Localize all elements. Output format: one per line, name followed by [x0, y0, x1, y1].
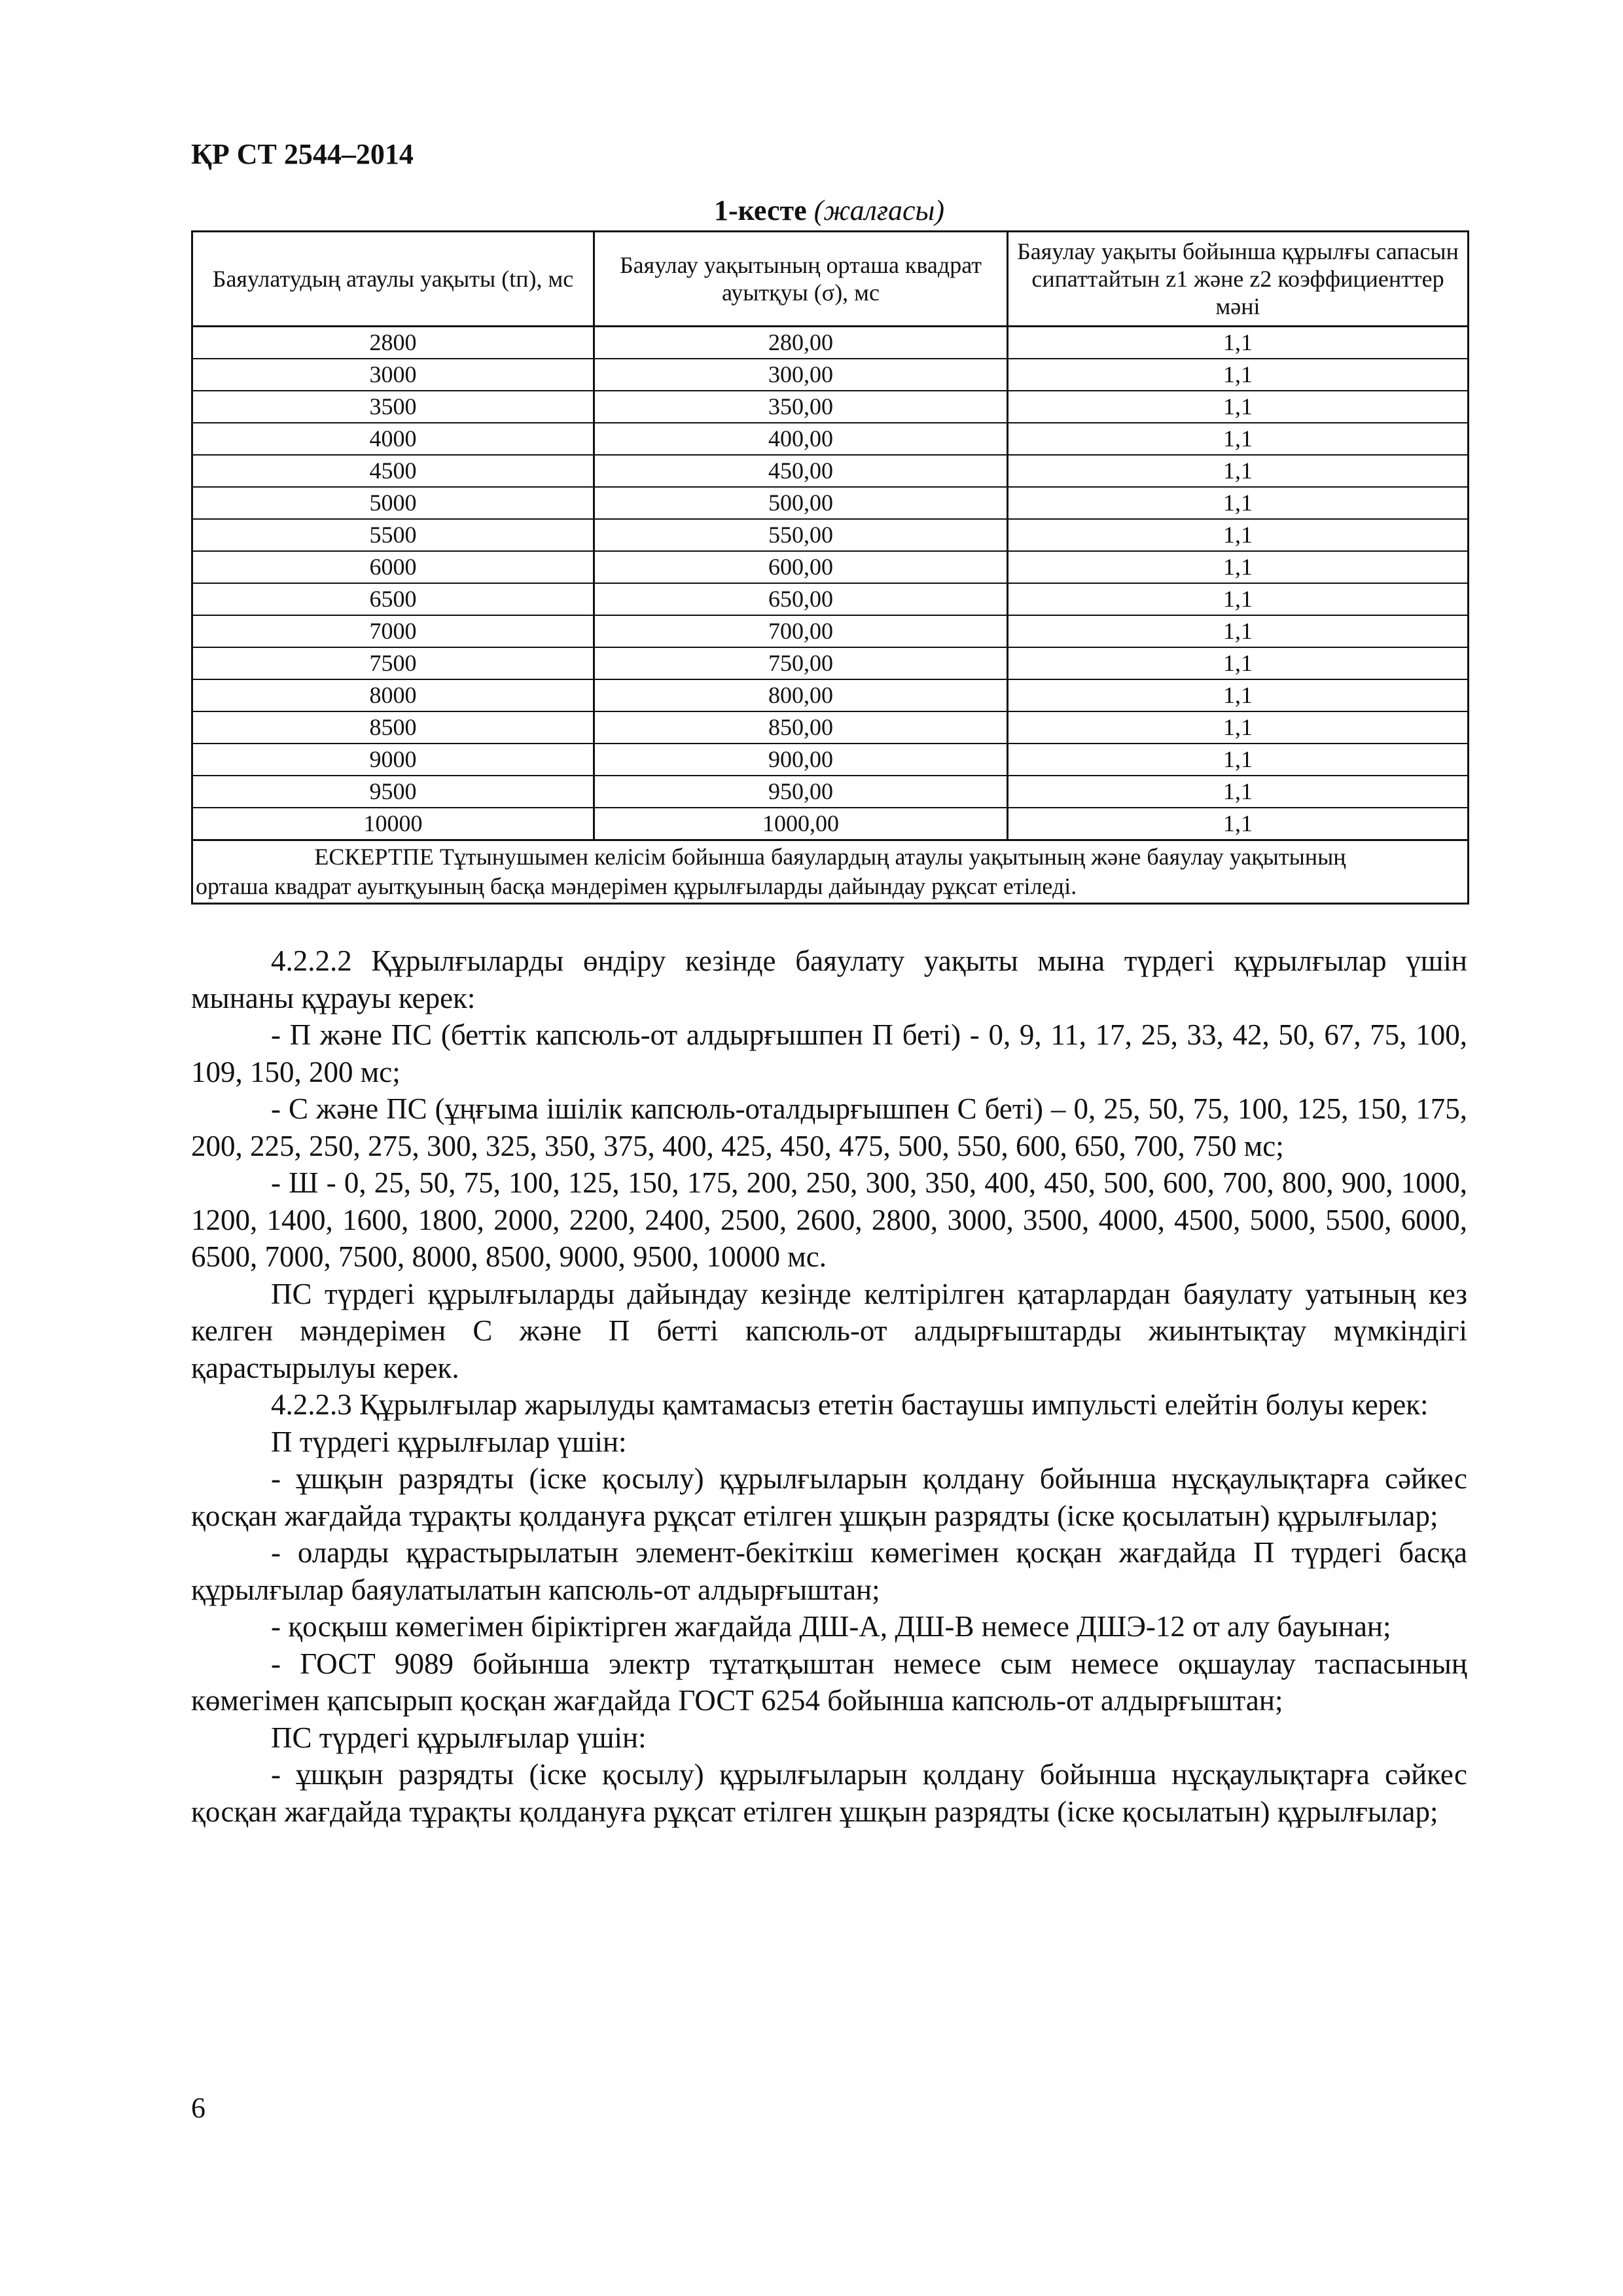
table-cell: 7000 — [192, 615, 594, 647]
column-header-nominal-delay — [192, 232, 594, 327]
table-row — [192, 647, 1469, 679]
column-header-std-deviation — [594, 232, 1008, 327]
table-cell: 3000 — [192, 359, 594, 391]
table-caption — [191, 194, 1467, 227]
table-cell: 9000 — [192, 744, 594, 776]
table-cell: 1,1 — [1008, 423, 1469, 455]
table-cell: 280,00 — [594, 327, 1008, 359]
table-note-line-1: ЕСКЕРТПЕ Тұтынушымен келісім бойынша баяулардың атаулы уақытының және баяулау уақытының — [314, 844, 1346, 870]
paragraph: - қосқыш көмегімен біріктірген жағдайда ДШ-А, ДШ-В немесе ДШЭ-12 от алу бауынан; — [271, 1610, 1391, 1643]
table-row — [192, 487, 1469, 519]
table-cell: 8500 — [192, 711, 594, 744]
table-cell: 1,1 — [1008, 776, 1469, 808]
table-row — [192, 455, 1469, 487]
table-cell: 600,00 — [594, 551, 1008, 583]
table-cell: 550,00 — [594, 519, 1008, 551]
table-row — [192, 391, 1469, 423]
table-cell: 5000 — [192, 487, 594, 519]
table-cell: 1,1 — [1008, 808, 1469, 840]
document-code-header: ҚР СТ 2544–2014 — [191, 138, 414, 170]
table-cell: 700,00 — [594, 615, 1008, 647]
table-cell: 1,1 — [1008, 744, 1469, 776]
table-cell: 500,00 — [594, 487, 1008, 519]
table-row — [192, 359, 1469, 391]
paragraph: - ГОСТ 9089 бойынша электр тұтатқыштан немесе сым немесе оқшаулау таспасының көмегімен қапсырып қосқан жағдайда ГОСТ 6254 бойынша капсюль-от алдырғыштан; — [191, 1647, 1467, 1717]
table-cell: 1,1 — [1008, 487, 1469, 519]
table-note-row — [192, 840, 1469, 904]
table-cell: 1,1 — [1008, 519, 1469, 551]
body-text — [191, 942, 1467, 1830]
table-cell: 950,00 — [594, 776, 1008, 808]
table-row — [192, 519, 1469, 551]
paragraph: - оларды құрастырылатын элемент-бекіткіш көмегімен қосқан жағдайда П түрдегі басқа құрылғылар баяулатылатын капсюль-от алдырғыштан; — [191, 1536, 1467, 1606]
paragraph: 4.2.2.3 Құрылғылар жарылуды қамтамасыз ететін бастаушы импульсті елейтін болуы керек: — [271, 1388, 1429, 1421]
table-cell: 350,00 — [594, 391, 1008, 423]
table-cell: 7500 — [192, 647, 594, 679]
paragraph: - ұшқын разрядты (іске қосылу) құрылғыларын қолдану бойынша нұсқаулықтарға сәйкес қосқан жағдайда тұрақты қолдануға рұқсат етілген ұшқын разрядты (іске қосылатын) құрылғылар; — [191, 1758, 1467, 1828]
paragraph: - Ш - 0, 25, 50, 75, 100, 125, 150, 175, 200, 250, 300, 350, 400, 450, 500, 600, 700, 800, 900, 1000, 1200, 1400, 1600, 1800, 2000, 2200, 2400, 2500, 2600, 2800, 3000, 3500, 4000, 4500, 5000, 5500, 6000, 6500, 7000, 7500, 8000, 8500, 9000, 9500, 10000 мс. — [191, 1166, 1467, 1273]
table-cell: 1000,00 — [594, 808, 1008, 840]
table-row — [192, 615, 1469, 647]
paragraph: - ұшқын разрядты (іске қосылу) құрылғыларын қолдану бойынша нұсқаулықтарға сәйкес қосқан жағдайда тұрақты қолдануға рұқсат етілген ұшқын разрядты (іске қосылатын) құрылғылар; — [191, 1462, 1467, 1532]
table-cell: 300,00 — [594, 359, 1008, 391]
table-cell: 900,00 — [594, 744, 1008, 776]
table-cell: 1,1 — [1008, 327, 1469, 359]
table-cell: 2800 — [192, 327, 594, 359]
table-body — [192, 327, 1469, 840]
table-cell: 5500 — [192, 519, 594, 551]
table-note-line-2: орташа квадрат ауытқуының басқа мәндерімен құрылғыларды дайындау рұқсат етіледі. — [196, 873, 1077, 899]
paragraph: - С және ПС (ұңғыма ішілік капсюль-оталдырғышпен С беті) – 0, 25, 50, 75, 100, 125, 150, 175, 200, 225, 250, 275, 300, 325, 350, 375, 400, 425, 450, 475, 500, 550, 600, 650, 700, 750 мс; — [191, 1092, 1467, 1162]
column-header-coefficients-text: Баяулау уақыты бойынша құрылғы сапасын сипаттайтын z1 және z2 коэффициенттер мәні — [1017, 238, 1459, 319]
table-cell: 1,1 — [1008, 647, 1469, 679]
table-cell: 1,1 — [1008, 583, 1469, 615]
table-cell: 1,1 — [1008, 711, 1469, 744]
table-cell: 1,1 — [1008, 679, 1469, 711]
paragraph: 4.2.2.2 Құрылғыларды өндіру кезінде баяулату уақыты мына түрдегі құрылғылар үшін мынаны құрауы керек: — [191, 944, 1467, 1014]
column-header-std-deviation-text: Баяулау уақытының орташа квадрат ауытқуы (σ), мс — [619, 252, 982, 306]
table-row — [192, 711, 1469, 744]
table-note — [192, 840, 1469, 904]
table-cell: 1,1 — [1008, 359, 1469, 391]
table-cell: 3500 — [192, 391, 594, 423]
table-cell: 8000 — [192, 679, 594, 711]
table-cell: 750,00 — [594, 647, 1008, 679]
table-cell: 9500 — [192, 776, 594, 808]
table-cell: 400,00 — [594, 423, 1008, 455]
table-cell: 650,00 — [594, 583, 1008, 615]
table-row — [192, 679, 1469, 711]
table-row — [192, 423, 1469, 455]
table-row — [192, 551, 1469, 583]
table-cell: 6500 — [192, 583, 594, 615]
table-cell: 1,1 — [1008, 551, 1469, 583]
table-row — [192, 583, 1469, 615]
table-cell: 1,1 — [1008, 455, 1469, 487]
table-cell: 800,00 — [594, 679, 1008, 711]
paragraph: ПС түрдегі құрылғылар үшін: — [271, 1721, 647, 1754]
column-header-nominal-delay-text: Баяулатудың атаулы уақыты (tп), мс — [212, 266, 574, 292]
table-header-row — [192, 232, 1469, 327]
paragraph: П түрдегі құрылғылар үшін: — [271, 1425, 627, 1458]
paragraph: - П және ПС (беттік капсюль-от алдырғышпен П беті) - 0, 9, 11, 17, 25, 33, 42, 50, 67, 75, 100, 109, 150, 200 мс; — [191, 1018, 1467, 1088]
table-cell: 1,1 — [1008, 391, 1469, 423]
table-cell: 10000 — [192, 808, 594, 840]
table-row — [192, 776, 1469, 808]
table-cell: 4000 — [192, 423, 594, 455]
table-row — [192, 808, 1469, 840]
delay-time-table — [191, 230, 1469, 905]
table-cell: 850,00 — [594, 711, 1008, 744]
table-caption-number: 1-кесте — [714, 194, 807, 226]
table-cell: 6000 — [192, 551, 594, 583]
page-number: 6 — [191, 2092, 205, 2124]
table-row — [192, 744, 1469, 776]
column-header-coefficients — [1008, 232, 1469, 327]
paragraph: ПС түрдегі құрылғыларды дайындау кезінде келтірілген қатарлардан баяулату уатының кез келген мәндерімен С және П бетті капсюль-от алдырғыштарды жиынтықтау мүмкіндігі қарастырылуы керек. — [191, 1277, 1467, 1384]
table-row — [192, 327, 1469, 359]
table-cell: 4500 — [192, 455, 594, 487]
table-caption-continued: (жалғасы) — [813, 194, 944, 226]
table-cell: 450,00 — [594, 455, 1008, 487]
table-cell: 1,1 — [1008, 615, 1469, 647]
